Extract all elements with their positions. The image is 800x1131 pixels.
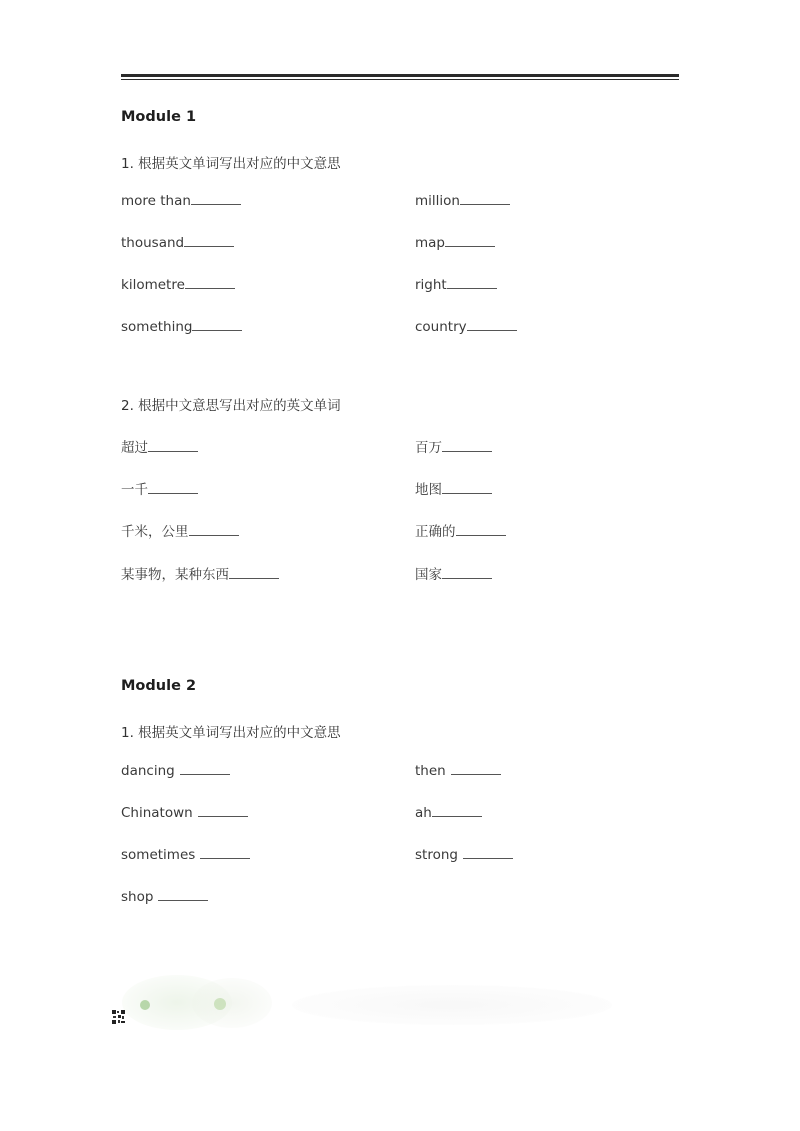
vocab-word: sometimes: [121, 847, 196, 863]
answer-blank[interactable]: [229, 567, 279, 579]
vocab-item: [415, 193, 510, 209]
answer-blank[interactable]: [460, 193, 510, 205]
vocab-word: dancing: [121, 763, 175, 779]
vocab-item: [121, 763, 230, 779]
answer-blank[interactable]: [467, 319, 517, 331]
vocab-word: million: [415, 193, 460, 209]
vocab-item: [121, 805, 248, 821]
vocab-item: [415, 478, 492, 498]
answer-blank[interactable]: [198, 805, 248, 817]
section-instruction: 1. 根据英文单词写出对应的中文意思: [121, 725, 341, 741]
vocab-word: 正确的: [415, 524, 456, 540]
vocab-item: [415, 847, 513, 863]
vocab-item: [121, 889, 208, 905]
answer-blank[interactable]: [432, 805, 482, 817]
vocab-word: more than: [121, 193, 191, 209]
vocab-word: 超过: [121, 440, 148, 456]
vocab-word: 一千: [121, 482, 148, 498]
answer-blank[interactable]: [191, 193, 241, 205]
answer-blank[interactable]: [184, 235, 234, 247]
answer-blank[interactable]: [451, 763, 501, 775]
answer-blank[interactable]: [456, 524, 506, 536]
vocab-word: 百万: [415, 440, 442, 456]
answer-blank[interactable]: [189, 524, 239, 536]
vocab-word: 国家: [415, 567, 442, 583]
module-title: Module 1: [121, 109, 197, 125]
vocab-word: then: [415, 763, 446, 779]
answer-blank[interactable]: [447, 277, 497, 289]
vocab-item: [121, 193, 241, 209]
header-rule-thick: [121, 74, 679, 77]
vocab-item: [415, 277, 497, 293]
answer-blank[interactable]: [148, 482, 198, 494]
vocab-item: [121, 235, 234, 251]
vocab-item: [121, 563, 279, 583]
scan-artifact: [112, 970, 632, 1040]
qr-code-icon: [112, 1010, 126, 1024]
vocab-word: country: [415, 319, 467, 335]
vocab-word: 千米，公里: [121, 524, 189, 540]
vocab-word: map: [415, 235, 445, 251]
vocab-item: [121, 319, 242, 335]
vocab-item: [415, 563, 492, 583]
vocab-item: [121, 277, 235, 293]
answer-blank[interactable]: [148, 440, 198, 452]
vocab-item: [415, 763, 501, 779]
vocab-word: shop: [121, 889, 154, 905]
vocab-word: kilometre: [121, 277, 185, 293]
answer-blank[interactable]: [442, 482, 492, 494]
vocab-word: Chinatown: [121, 805, 193, 821]
vocab-item: [415, 319, 517, 335]
answer-blank[interactable]: [463, 847, 513, 859]
section-instruction: 2. 根据中文意思写出对应的英文单词: [121, 398, 341, 414]
vocab-item: [121, 436, 198, 456]
header-rule-thin: [121, 79, 679, 80]
vocab-item: [121, 520, 239, 540]
vocab-item: [121, 478, 198, 498]
vocab-item: [121, 847, 250, 863]
vocab-word: something: [121, 319, 193, 335]
answer-blank[interactable]: [185, 277, 235, 289]
answer-blank[interactable]: [192, 319, 242, 331]
vocab-word: ah: [415, 805, 432, 821]
answer-blank[interactable]: [442, 567, 492, 579]
vocab-word: 地图: [415, 482, 442, 498]
module-title: Module 2: [121, 678, 197, 694]
answer-blank[interactable]: [442, 440, 492, 452]
vocab-item: [415, 436, 492, 456]
vocab-word: thousand: [121, 235, 185, 251]
answer-blank[interactable]: [158, 889, 208, 901]
vocab-word: strong: [415, 847, 458, 863]
vocab-item: [415, 805, 482, 821]
answer-blank[interactable]: [445, 235, 495, 247]
answer-blank[interactable]: [180, 763, 230, 775]
vocab-item: [415, 520, 506, 540]
vocab-word: 某事物，某种东西: [121, 567, 229, 583]
vocab-word: right: [415, 277, 447, 293]
vocab-item: [415, 235, 495, 251]
answer-blank[interactable]: [200, 847, 250, 859]
section-instruction: 1. 根据英文单词写出对应的中文意思: [121, 156, 341, 172]
